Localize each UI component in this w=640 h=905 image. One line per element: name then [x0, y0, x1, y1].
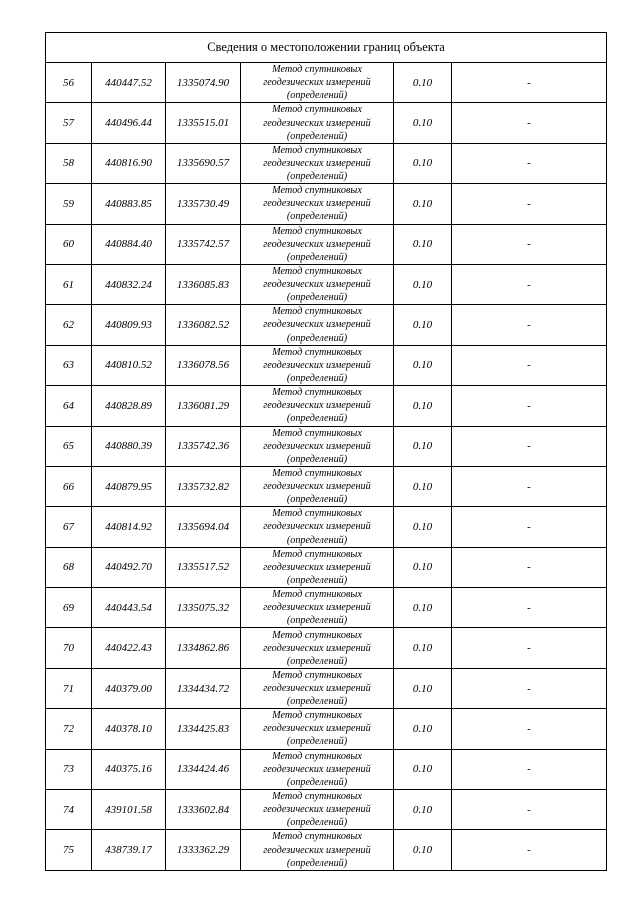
method-text: Метод спутниковых геодезических измерений (определений) [263, 185, 371, 223]
description-cell: - [452, 184, 607, 224]
accuracy-cell: 0.10 [394, 184, 452, 224]
method-cell [241, 588, 394, 628]
accuracy-cell: 0.10 [394, 63, 452, 103]
coordinate-y-cell: 1336085.83 [166, 264, 241, 304]
coordinate-x-cell: 440880.39 [92, 426, 166, 466]
coordinate-y-cell: 1335730.49 [166, 184, 241, 224]
coordinate-x-cell: 440378.10 [92, 709, 166, 749]
accuracy-cell: 0.10 [394, 345, 452, 385]
coordinate-x-cell: 440832.24 [92, 264, 166, 304]
coordinate-x-cell: 439101.58 [92, 790, 166, 830]
accuracy-cell: 0.10 [394, 547, 452, 587]
method-cell [241, 668, 394, 708]
table-row [46, 426, 607, 466]
table-row [46, 63, 607, 103]
coordinate-x-cell: 440879.95 [92, 466, 166, 506]
point-number-cell: 65 [46, 426, 92, 466]
method-text: Метод спутниковых геодезических измерений (определений) [263, 508, 371, 546]
method-cell [241, 143, 394, 183]
table-row [46, 143, 607, 183]
method-cell [241, 507, 394, 547]
coordinate-x-cell: 440379.00 [92, 668, 166, 708]
method-cell [241, 426, 394, 466]
method-cell [241, 63, 394, 103]
description-cell: - [452, 426, 607, 466]
coordinate-x-cell: 440496.44 [92, 103, 166, 143]
accuracy-cell: 0.10 [394, 386, 452, 426]
method-text: Метод спутниковых геодезических измерений (определений) [263, 710, 371, 748]
method-text: Метод спутниковых геодезических измерений (определений) [263, 548, 371, 586]
point-number-cell: 75 [46, 830, 92, 870]
coordinate-y-cell: 1335074.90 [166, 63, 241, 103]
point-number-cell: 56 [46, 63, 92, 103]
description-cell: - [452, 103, 607, 143]
description-cell: - [452, 345, 607, 385]
method-text: Метод спутниковых геодезических измерений (определений) [263, 266, 371, 304]
method-cell [241, 224, 394, 264]
description-cell: - [452, 830, 607, 870]
point-number-cell: 71 [46, 668, 92, 708]
table-title: Сведения о местоположении границ объекта [46, 33, 607, 63]
table-row [46, 628, 607, 668]
table-row [46, 547, 607, 587]
coordinate-x-cell: 440816.90 [92, 143, 166, 183]
accuracy-cell: 0.10 [394, 709, 452, 749]
coordinate-x-cell: 440375.16 [92, 749, 166, 789]
accuracy-cell: 0.10 [394, 749, 452, 789]
coordinate-y-cell: 1333602.84 [166, 790, 241, 830]
method-cell [241, 103, 394, 143]
method-text: Метод спутниковых геодезических измерений (определений) [263, 64, 371, 102]
description-cell: - [452, 466, 607, 506]
method-cell [241, 547, 394, 587]
accuracy-cell: 0.10 [394, 224, 452, 264]
method-text: Метод спутниковых геодезических измерений (определений) [263, 791, 371, 829]
point-number-cell: 70 [46, 628, 92, 668]
table-title-row [46, 33, 607, 63]
coordinate-y-cell: 1334434.72 [166, 668, 241, 708]
description-cell: - [452, 143, 607, 183]
description-cell: - [452, 547, 607, 587]
table-row [46, 588, 607, 628]
coordinate-y-cell: 1335732.82 [166, 466, 241, 506]
accuracy-cell: 0.10 [394, 790, 452, 830]
coordinate-y-cell: 1335515.01 [166, 103, 241, 143]
coordinate-x-cell: 440422.43 [92, 628, 166, 668]
accuracy-cell: 0.10 [394, 305, 452, 345]
point-number-cell: 64 [46, 386, 92, 426]
coordinate-y-cell: 1336081.29 [166, 386, 241, 426]
method-text: Метод спутниковых геодезических измерений (определений) [263, 589, 371, 627]
point-number-cell: 66 [46, 466, 92, 506]
table-row [46, 507, 607, 547]
method-text: Метод спутниковых геодезических измерений (определений) [263, 750, 371, 788]
table-row [46, 709, 607, 749]
description-cell: - [452, 264, 607, 304]
coordinate-y-cell: 1335694.04 [166, 507, 241, 547]
coordinate-y-cell: 1336078.56 [166, 345, 241, 385]
method-cell [241, 830, 394, 870]
method-cell [241, 386, 394, 426]
accuracy-cell: 0.10 [394, 830, 452, 870]
coordinate-y-cell: 1335742.36 [166, 426, 241, 466]
coordinate-y-cell: 1336082.52 [166, 305, 241, 345]
method-cell [241, 790, 394, 830]
table-row [46, 345, 607, 385]
point-number-cell: 61 [46, 264, 92, 304]
accuracy-cell: 0.10 [394, 628, 452, 668]
method-cell [241, 709, 394, 749]
coordinate-x-cell: 440809.93 [92, 305, 166, 345]
table-row [46, 749, 607, 789]
coordinate-y-cell: 1334862.86 [166, 628, 241, 668]
method-cell [241, 264, 394, 304]
method-text: Метод спутниковых геодезических измерений (определений) [263, 467, 371, 506]
method-text: Метод спутниковых геодезических измерений (определений) [263, 104, 371, 142]
description-cell: - [452, 709, 607, 749]
coordinate-y-cell: 1335690.57 [166, 143, 241, 183]
point-number-cell: 69 [46, 588, 92, 628]
coordinate-x-cell: 440814.92 [92, 507, 166, 547]
table-row [46, 103, 607, 143]
coordinate-x-cell: 440883.85 [92, 184, 166, 224]
table-row [46, 466, 607, 506]
method-text: Метод спутниковых геодезических измерений (определений) [263, 669, 371, 708]
point-number-cell: 63 [46, 345, 92, 385]
coordinate-x-cell: 440492.70 [92, 547, 166, 587]
point-number-cell: 59 [46, 184, 92, 224]
table-row [46, 224, 607, 264]
description-cell: - [452, 305, 607, 345]
coordinate-x-cell: 440810.52 [92, 345, 166, 385]
method-cell [241, 305, 394, 345]
table-row [46, 386, 607, 426]
accuracy-cell: 0.10 [394, 103, 452, 143]
coordinate-x-cell: 440884.40 [92, 224, 166, 264]
accuracy-cell: 0.10 [394, 264, 452, 304]
description-cell: - [452, 386, 607, 426]
table-row [46, 264, 607, 304]
method-text: Метод спутниковых геодезических измерений (определений) [263, 346, 371, 384]
accuracy-cell: 0.10 [394, 507, 452, 547]
description-cell: - [452, 628, 607, 668]
point-number-cell: 62 [46, 305, 92, 345]
description-cell: - [452, 588, 607, 628]
method-cell [241, 345, 394, 385]
boundary-coordinates-table [45, 32, 607, 871]
description-cell: - [452, 224, 607, 264]
point-number-cell: 73 [46, 749, 92, 789]
coordinate-y-cell: 1334425.83 [166, 709, 241, 749]
coordinate-y-cell: 1335075.32 [166, 588, 241, 628]
method-cell [241, 466, 394, 506]
point-number-cell: 67 [46, 507, 92, 547]
method-text: Метод спутниковых геодезических измерений (определений) [263, 306, 371, 344]
coordinate-y-cell: 1335742.57 [166, 224, 241, 264]
coordinate-x-cell: 440443.54 [92, 588, 166, 628]
table-row [46, 184, 607, 224]
point-number-cell: 72 [46, 709, 92, 749]
method-text: Метод спутниковых геодезических измерений (определений) [263, 427, 371, 465]
description-cell: - [452, 790, 607, 830]
point-number-cell: 58 [46, 143, 92, 183]
table-row [46, 305, 607, 345]
coordinate-x-cell: 440447.52 [92, 63, 166, 103]
method-cell [241, 749, 394, 789]
accuracy-cell: 0.10 [394, 426, 452, 466]
point-number-cell: 74 [46, 790, 92, 830]
coordinate-x-cell: 438739.17 [92, 830, 166, 870]
point-number-cell: 68 [46, 547, 92, 587]
accuracy-cell: 0.10 [394, 668, 452, 708]
point-number-cell: 57 [46, 103, 92, 143]
accuracy-cell: 0.10 [394, 466, 452, 506]
table-row [46, 790, 607, 830]
coordinate-y-cell: 1335517.52 [166, 547, 241, 587]
table-row [46, 830, 607, 870]
method-text: Метод спутниковых геодезических измерений (определений) [263, 831, 371, 869]
coordinate-x-cell: 440828.89 [92, 386, 166, 426]
accuracy-cell: 0.10 [394, 143, 452, 183]
method-cell [241, 628, 394, 668]
point-number-cell: 60 [46, 224, 92, 264]
coordinate-y-cell: 1333362.29 [166, 830, 241, 870]
description-cell: - [452, 668, 607, 708]
method-text: Метод спутниковых геодезических измерений (определений) [263, 387, 371, 425]
description-cell: - [452, 749, 607, 789]
table-row [46, 668, 607, 708]
coordinate-y-cell: 1334424.46 [166, 749, 241, 789]
method-text: Метод спутниковых геодезических измерений (определений) [263, 225, 371, 263]
description-cell: - [452, 507, 607, 547]
method-text: Метод спутниковых геодезических измерений (определений) [263, 144, 371, 183]
description-cell: - [452, 63, 607, 103]
accuracy-cell: 0.10 [394, 588, 452, 628]
method-cell [241, 184, 394, 224]
method-text: Метод спутниковых геодезических измерений (определений) [263, 629, 371, 667]
